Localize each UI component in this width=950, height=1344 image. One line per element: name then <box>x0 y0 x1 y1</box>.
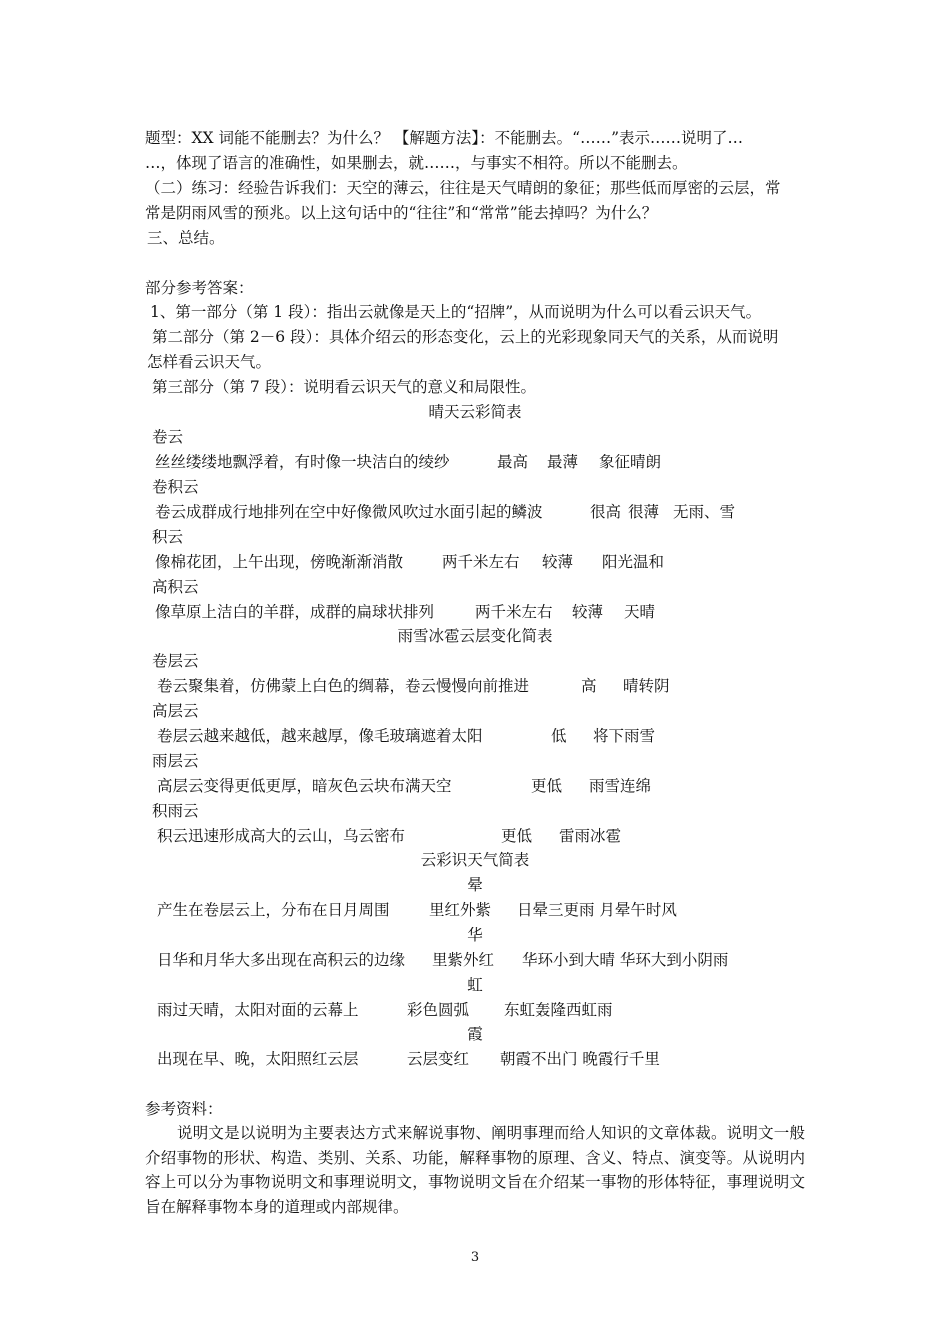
summary-heading: 三、总结。 <box>147 229 225 247</box>
answer-part-1: 1、第一部分（第 1 段）：指出云就像是天上的“招牌”，从而说明为什么可以看云识天气。 <box>150 303 762 321</box>
cloud-height: 高 <box>581 677 597 695</box>
cloud-height: 更低 <box>501 827 533 845</box>
phenomenon-proverb: 朝霞不出门 晚霞行千里 <box>500 1050 660 1068</box>
cloud-height: 最高 <box>497 453 529 471</box>
cloud-weather: 阳光温和 <box>602 553 665 571</box>
cloud-description: 像棉花团，上午出现，傍晚渐渐消散 <box>155 553 404 571</box>
phenomenon-color: 彩色圆弧 <box>407 1001 470 1019</box>
cloud-height: 两千米左右 <box>442 553 520 571</box>
cloud-height: 两千米左右 <box>475 603 553 621</box>
cloud-description: 卷云成群成行地排列在空中好像微风吹过水面引起的鳞波 <box>155 503 543 521</box>
table-row-name: 霞 <box>467 1025 483 1043</box>
phenomenon-proverb: 华环小到大晴 华环大到小阴雨 <box>522 951 729 969</box>
table-row <box>157 1049 660 1069</box>
cloud-description: 积云迅速形成高大的云山，乌云密布 <box>157 827 406 845</box>
table-row-name: 高积云 <box>152 578 199 596</box>
cloud-height: 低 <box>551 727 567 745</box>
table-row-name: 晕 <box>467 876 483 894</box>
table-row <box>155 452 661 472</box>
table-row <box>157 950 728 970</box>
answers-heading: 部分参考答案： <box>145 279 254 297</box>
table-row-name: 卷层云 <box>152 652 199 670</box>
table-row-name: 卷积云 <box>152 478 199 496</box>
cloud-description: 卷层云越来越低，越来越厚，像毛玻璃遮着太阳 <box>157 727 483 745</box>
table-row <box>157 900 677 920</box>
table-row-name: 积雨云 <box>152 802 199 820</box>
answer-part-2-line-2: 怎样看云识天气。 <box>147 353 272 371</box>
table-row-name: 高层云 <box>152 702 199 720</box>
table-row <box>155 552 664 572</box>
cloud-weather: 天晴 <box>624 603 656 621</box>
reference-heading: 参考资料： <box>145 1100 223 1118</box>
cloud-thickness: 较薄 <box>542 553 574 571</box>
question-type-line-1: 题型：XX 词能不能删去？为什么？ 【解题方法】：不能删去。“……”表示……说明了… <box>145 129 744 147</box>
cloud-weather: 雷雨冰雹 <box>559 827 622 845</box>
cloud-description: 卷云聚集着，仿佛蒙上白色的绸幕，卷云慢慢向前推进 <box>157 677 530 695</box>
table-row <box>157 826 621 846</box>
cloud-description: 丝丝缕缕地飘浮着，有时像一块洁白的绫纱 <box>155 453 450 471</box>
phenomenon-color: 云层变红 <box>407 1050 470 1068</box>
cloud-height: 很高 <box>590 503 622 521</box>
cloud-weather: 雨雪连绵 <box>589 777 652 795</box>
table-row-name: 虹 <box>467 976 483 994</box>
phenomenon-proverb: 日晕三更雨 月晕午时风 <box>517 901 677 919</box>
cloud-weather-table-title: 云彩识天气简表 <box>420 851 530 869</box>
phenomenon-proverb: 东虹轰隆西虹雨 <box>504 1001 613 1019</box>
phenomenon-description: 日华和月华大多出现在高积云的边缘 <box>157 951 406 969</box>
phenomenon-description: 产生在卷层云上，分布在日月周围 <box>157 901 390 919</box>
answer-part-2-line-1: 第二部分（第 2－6 段）：具体介绍云的形态变化，云上的光彩现象同天气的关系，从而说明 <box>152 328 779 346</box>
sunny-clouds-table-title: 晴天云彩简表 <box>428 403 522 421</box>
page-number: 3 <box>470 1250 480 1265</box>
cloud-height: 更低 <box>531 777 563 795</box>
table-row <box>157 1000 613 1020</box>
table-row-name: 积云 <box>152 528 184 546</box>
cloud-weather: 象征晴朗 <box>599 453 662 471</box>
answer-part-3: 第三部分（第 7 段）：说明看云识天气的意义和局限性。 <box>152 378 536 396</box>
table-row-name: 雨层云 <box>152 752 199 770</box>
rain-snow-table-title: 雨雪冰雹云层变化简表 <box>397 627 553 645</box>
phenomenon-color: 里紫外红 <box>432 951 495 969</box>
table-row <box>157 676 670 696</box>
table-row <box>155 502 735 522</box>
cloud-weather: 将下雨雪 <box>593 727 656 745</box>
table-row <box>157 776 651 796</box>
phenomenon-description: 出现在早、晚，太阳照红云层 <box>157 1050 359 1068</box>
exercise-line-2: 常是阴雨风雪的预兆。以上这句话中的“往往”和“常常”能去掉吗？为什么？ <box>145 204 658 222</box>
cloud-weather: 无雨、雪 <box>673 503 736 521</box>
phenomenon-description: 雨过天晴，太阳对面的云幕上 <box>157 1001 359 1019</box>
table-row <box>157 726 655 746</box>
table-row-name: 卷云 <box>152 428 184 446</box>
cloud-thickness: 最薄 <box>547 453 579 471</box>
exercise-line-1: （二）练习：经验告诉我们：天空的薄云，往往是天气晴朗的象征；那些低而厚密的云层，常 <box>145 179 781 197</box>
cloud-weather: 晴转阴 <box>623 677 670 695</box>
cloud-thickness: 很薄 <box>628 503 660 521</box>
question-type-line-2: …，体现了语言的准确性，如果删去，就……，与事实不相符。所以不能删去。 <box>145 154 688 172</box>
phenomenon-color: 里红外紫 <box>429 901 492 919</box>
table-row <box>155 602 655 622</box>
reference-paragraph: 说明文是以说明为主要表达方式来解说事物、阐明事理而给人知识的文章体裁。说明文一般介绍事物的形状、构造、类别、关系、功能，解释事物的原理、含义、特点、演变等。从说明内容上可以分为事物说明文和事理说明文，事物说明文旨在介绍某一事物的形体特征，事理说明文旨在解释事物本身的道理或内部规律。 <box>145 1124 805 1216</box>
table-row-name: 华 <box>467 926 483 944</box>
cloud-thickness: 较薄 <box>572 603 604 621</box>
cloud-description: 像草原上洁白的羊群，成群的扁球状排列 <box>155 603 435 621</box>
cloud-description: 高层云变得更低更厚，暗灰色云块布满天空 <box>157 777 452 795</box>
